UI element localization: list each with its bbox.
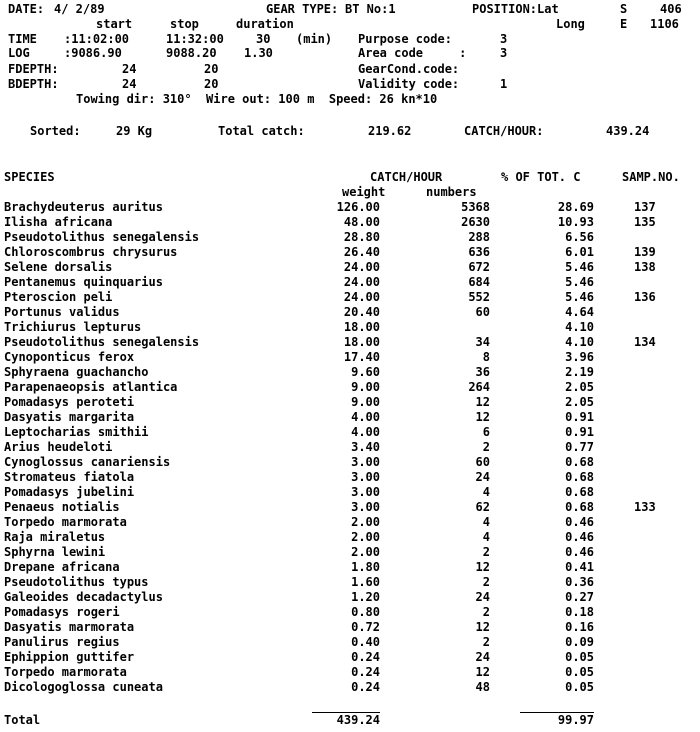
catch-weight: 0.24 — [351, 650, 380, 664]
log-stop: 9088.20 — [166, 46, 217, 60]
percent-of-total: 0.05 — [565, 650, 594, 664]
percent-of-total: 5.46 — [565, 275, 594, 289]
catch-numbers: 8 — [482, 350, 490, 364]
percent-of-total: 10.93 — [557, 215, 594, 229]
bdepth-start: 24 — [122, 77, 137, 91]
species-name: Portunus validus — [4, 305, 120, 319]
species-name: Torpedo marmorata — [4, 665, 127, 679]
species-name: Pseudotolithus typus — [4, 575, 149, 589]
weight-subheader: weight — [342, 185, 386, 199]
sample-number-column-header: SAMP.NO. — [622, 170, 680, 184]
percent-of-total: 2.19 — [565, 365, 594, 379]
total-row-label: Total — [4, 713, 41, 727]
total-weight: 439.24 — [336, 713, 380, 727]
catch-weight: 0.40 — [351, 635, 380, 649]
validity-code-label: Validity code: — [358, 77, 460, 91]
catch-numbers: 24 — [475, 650, 490, 664]
percent-of-total: 2.05 — [565, 380, 594, 394]
total-percent: 99.97 — [557, 713, 594, 727]
species-name: Dasyatis margarita — [4, 410, 135, 424]
percent-of-total: 0.41 — [565, 560, 594, 574]
species-name: Pseudotolithus senegalensis — [4, 335, 200, 349]
species-name: Pomadasys peroteti — [4, 395, 135, 409]
species-column-header: SPECIES — [4, 170, 55, 184]
catch-weight: 0.72 — [351, 620, 380, 634]
species-name: Trichiurus lepturus — [4, 320, 142, 334]
numbers-subheader: numbers — [426, 185, 477, 199]
stop-column-label: stop — [170, 17, 199, 31]
catch-numbers: 552 — [468, 290, 490, 304]
percent-of-total: 4.10 — [565, 320, 594, 334]
species-name: Panulirus regius — [4, 635, 120, 649]
gear-type-label: GEAR TYPE: — [266, 2, 339, 16]
lat-value: 406 — [660, 2, 682, 16]
catch-numbers: 2 — [482, 440, 490, 454]
fdepth-start: 24 — [122, 62, 137, 76]
catch-numbers: 12 — [475, 395, 490, 409]
catch-numbers: 4 — [482, 485, 490, 499]
percent-of-total-column-header: % OF TOT. C — [501, 170, 581, 184]
catch-weight: 24.00 — [343, 275, 380, 289]
species-name: Parapenaeopsis atlantica — [4, 380, 178, 394]
catch-weight: 2.00 — [351, 515, 380, 529]
date-value: 4/ 2/89 — [54, 2, 105, 16]
catch-weight: 3.00 — [351, 500, 380, 514]
catch-weight: 4.00 — [351, 425, 380, 439]
purpose-code-label: Purpose code: — [358, 32, 452, 46]
percent-of-total: 0.68 — [565, 500, 594, 514]
catch-weight: 3.00 — [351, 455, 380, 469]
percent-of-total: 4.64 — [565, 305, 594, 319]
catch-numbers: 636 — [468, 245, 490, 259]
percent-of-total: 6.01 — [565, 245, 594, 259]
log-distance: 1.30 — [244, 46, 273, 60]
sample-number: 135 — [634, 215, 656, 229]
species-name: Arius heudeloti — [4, 440, 113, 454]
catch-weight: 24.00 — [343, 290, 380, 304]
bdepth-label: BDEPTH: — [8, 77, 59, 91]
percent-of-total: 0.68 — [565, 455, 594, 469]
gear-type-value: BT No:1 — [345, 2, 396, 16]
percent-of-total: 5.46 — [565, 260, 594, 274]
purpose-code-value: 3 — [500, 32, 508, 46]
catch-numbers: 4 — [482, 530, 490, 544]
catch-weight: 0.80 — [351, 605, 380, 619]
catch-weight: 2.00 — [351, 530, 380, 544]
catch-weight: 0.24 — [351, 680, 380, 694]
area-code-value: 3 — [500, 46, 508, 60]
catch-weight: 9.60 — [351, 365, 380, 379]
catch-numbers: 60 — [475, 305, 490, 319]
catch-numbers: 4 — [482, 515, 490, 529]
species-name: Ephippion guttifer — [4, 650, 135, 664]
percent-of-total: 5.46 — [565, 290, 594, 304]
percent-of-total: 6.56 — [565, 230, 594, 244]
species-name: Pomadasys jubelini — [4, 485, 135, 499]
percent-of-total: 0.91 — [565, 425, 594, 439]
percent-of-total: 0.68 — [565, 485, 594, 499]
catch-weight: 18.00 — [343, 335, 380, 349]
catch-numbers: 12 — [475, 560, 490, 574]
time-stop: 11:32:00 — [166, 32, 224, 46]
species-name: Torpedo marmorata — [4, 515, 127, 529]
catch-per-hour-label: CATCH/HOUR: — [464, 124, 544, 138]
catch-weight: 28.80 — [343, 230, 380, 244]
catch-weight: 3.40 — [351, 440, 380, 454]
sample-number: 136 — [634, 290, 656, 304]
percent-of-total: 0.27 — [565, 590, 594, 604]
catch-numbers: 60 — [475, 455, 490, 469]
fdepth-stop: 20 — [204, 62, 219, 76]
catch-numbers: 24 — [475, 590, 490, 604]
long-label: Long — [556, 17, 585, 31]
catch-per-hour-value: 439.24 — [606, 124, 650, 138]
validity-code-value: 1 — [500, 77, 508, 91]
percent-of-total: 4.10 — [565, 335, 594, 349]
catch-numbers: 6 — [482, 425, 490, 439]
log-start: :9086.90 — [64, 46, 122, 60]
bdepth-stop: 20 — [204, 77, 219, 91]
species-name: Dicologoglossa cuneata — [4, 680, 163, 694]
catch-weight: 9.00 — [351, 395, 380, 409]
towing-info: Towing dir: 310° Wire out: 100 m Speed: 26 kn*10 — [76, 92, 438, 106]
log-label: LOG — [8, 46, 30, 60]
catch-weight: 1.80 — [351, 560, 380, 574]
percent-of-total: 0.05 — [565, 680, 594, 694]
species-name: Ilisha africana — [4, 215, 113, 229]
gear-condition-label: GearCond.code: — [358, 62, 460, 76]
catch-weight: 126.00 — [336, 200, 380, 214]
catch-numbers: 48 — [475, 680, 490, 694]
percent-of-total: 0.46 — [565, 530, 594, 544]
catch-numbers: 684 — [468, 275, 490, 289]
species-name: Cynoponticus ferox — [4, 350, 135, 364]
catch-weight: 1.60 — [351, 575, 380, 589]
catch-weight: 3.00 — [351, 485, 380, 499]
catch-weight: 3.00 — [351, 470, 380, 484]
percent-of-total: 0.16 — [565, 620, 594, 634]
catch-numbers: 2 — [482, 575, 490, 589]
species-name: Sphyrna lewini — [4, 545, 106, 559]
total-catch-value: 219.62 — [368, 124, 412, 138]
catch-numbers: 62 — [475, 500, 490, 514]
catch-weight: 2.00 — [351, 545, 380, 559]
species-name: Stromateus fiatola — [4, 470, 135, 484]
catch-weight: 24.00 — [343, 260, 380, 274]
catch-weight: 4.00 — [351, 410, 380, 424]
percent-of-total: 0.36 — [565, 575, 594, 589]
catch-numbers: 24 — [475, 470, 490, 484]
duration-value: 30 — [256, 32, 271, 46]
percent-of-total: 3.96 — [565, 350, 594, 364]
species-name: Selene dorsalis — [4, 260, 113, 274]
species-name: Dasyatis marmorata — [4, 620, 135, 634]
sample-number: 138 — [634, 260, 656, 274]
species-name: Chloroscombrus chrysurus — [4, 245, 178, 259]
percent-of-total: 0.91 — [565, 410, 594, 424]
time-label: TIME — [8, 32, 37, 46]
percent-of-total: 0.18 — [565, 605, 594, 619]
duration-column-label: duration — [236, 17, 294, 31]
species-name: Sphyraena guachancho — [4, 365, 149, 379]
catch-per-hour-column-header: CATCH/HOUR — [370, 170, 443, 184]
catch-numbers: 2 — [482, 545, 490, 559]
percent-of-total: 28.69 — [557, 200, 594, 214]
area-code-label: Area code : — [358, 46, 467, 60]
species-name: Drepane africana — [4, 560, 120, 574]
sample-number: 139 — [634, 245, 656, 259]
species-name: Galeoides decadactylus — [4, 590, 163, 604]
sample-number: 134 — [634, 335, 656, 349]
catch-weight: 17.40 — [343, 350, 380, 364]
time-start: :11:02:00 — [64, 32, 130, 46]
catch-weight: 26.40 — [343, 245, 380, 259]
catch-weight: 1.20 — [351, 590, 380, 604]
species-name: Cynoglossus canariensis — [4, 455, 171, 469]
catch-numbers: 2 — [482, 635, 490, 649]
catch-numbers: 288 — [468, 230, 490, 244]
percent-of-total: 0.05 — [565, 665, 594, 679]
catch-weight: 20.40 — [343, 305, 380, 319]
catch-numbers: 36 — [475, 365, 490, 379]
catch-numbers: 264 — [468, 380, 490, 394]
long-hemisphere: E — [620, 17, 628, 31]
percent-of-total: 0.46 — [565, 545, 594, 559]
percent-of-total: 0.46 — [565, 515, 594, 529]
date-label: DATE: — [8, 2, 45, 16]
species-name: Pentanemus quinquarius — [4, 275, 163, 289]
total-catch-label: Total catch: — [218, 124, 305, 138]
fdepth-label: FDEPTH: — [8, 62, 59, 76]
species-name: Penaeus notialis — [4, 500, 120, 514]
catch-numbers: 5368 — [461, 200, 490, 214]
species-name: Pteroscion peli — [4, 290, 113, 304]
position-label: POSITION:Lat — [472, 2, 559, 16]
percent-of-total: 0.77 — [565, 440, 594, 454]
start-column-label: start — [96, 17, 133, 31]
lat-hemisphere: S — [620, 2, 628, 16]
catch-numbers: 12 — [475, 410, 490, 424]
sample-number: 133 — [634, 500, 656, 514]
sorted-label: Sorted: — [30, 124, 81, 138]
catch-numbers: 2630 — [461, 215, 490, 229]
catch-numbers: 12 — [475, 620, 490, 634]
sample-number: 137 — [634, 200, 656, 214]
catch-weight: 18.00 — [343, 320, 380, 334]
catch-numbers: 672 — [468, 260, 490, 274]
sorted-value: 29 Kg — [116, 124, 153, 138]
duration-unit: (min) — [296, 32, 333, 46]
percent-of-total: 0.68 — [565, 470, 594, 484]
catch-weight: 48.00 — [343, 215, 380, 229]
catch-numbers: 12 — [475, 665, 490, 679]
catch-weight: 9.00 — [351, 380, 380, 394]
long-value: 1106 — [650, 17, 679, 31]
species-name: Brachydeuterus auritus — [4, 200, 163, 214]
species-name: Raja miraletus — [4, 530, 106, 544]
species-name: Leptocharias smithii — [4, 425, 149, 439]
percent-of-total: 0.09 — [565, 635, 594, 649]
species-name: Pomadasys rogeri — [4, 605, 120, 619]
percent-of-total: 2.05 — [565, 395, 594, 409]
catch-numbers: 34 — [475, 335, 490, 349]
species-name: Pseudotolithus senegalensis — [4, 230, 200, 244]
catch-numbers: 2 — [482, 605, 490, 619]
catch-weight: 0.24 — [351, 665, 380, 679]
